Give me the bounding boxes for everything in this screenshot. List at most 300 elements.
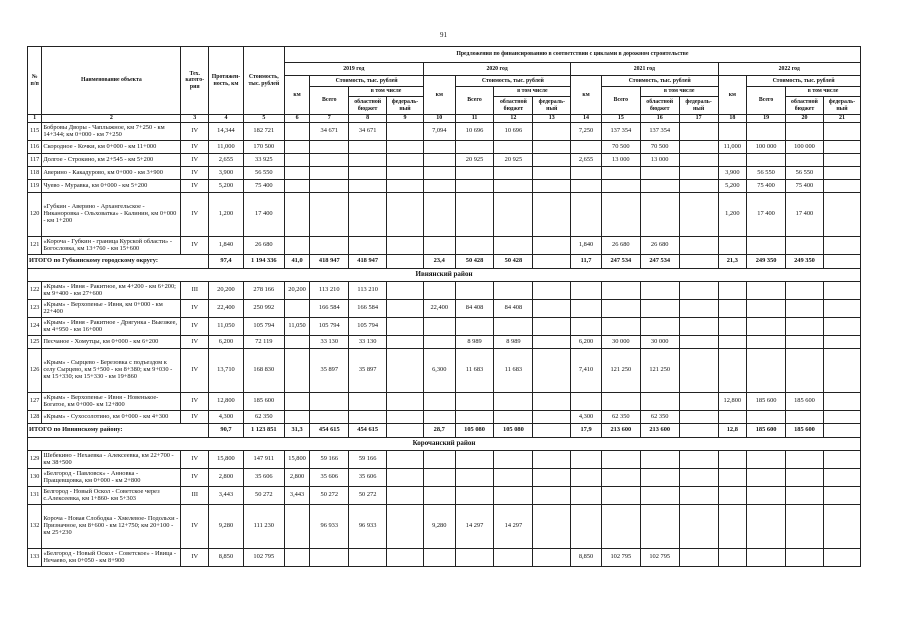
header-including: в том числе: [640, 87, 718, 97]
finance-cell: [823, 282, 860, 300]
finance-cell: 7,250: [571, 123, 602, 141]
finance-cell: [679, 469, 718, 487]
road-length: 5,200: [209, 180, 244, 193]
header-year-2019: 2019 год: [284, 63, 423, 76]
finance-cell: [786, 318, 824, 336]
finance-cell: [823, 487, 860, 505]
finance-cell: 34 671: [349, 123, 387, 141]
finance-cell: [823, 349, 860, 393]
finance-cell: [718, 411, 747, 424]
finance-cell: [423, 487, 455, 505]
finance-cell: 13 000: [601, 154, 640, 167]
finance-cell: [747, 237, 786, 255]
finance-cell: [601, 300, 640, 318]
object-cost: 72 119: [243, 336, 284, 349]
column-number: 5: [243, 115, 284, 123]
road-category: III: [181, 282, 209, 300]
finance-cell: 11,050: [284, 318, 310, 336]
finance-cell: [284, 393, 310, 411]
column-number: 9: [387, 115, 424, 123]
header-year-2022: 2022 год: [718, 63, 860, 76]
finance-cell: 13 000: [640, 154, 679, 167]
finance-cell: [747, 505, 786, 549]
finance-cell: [823, 411, 860, 424]
header-cost-thousand: Стоимость, тыс. рублей: [455, 76, 571, 87]
header-category: Тех. катего-рия: [181, 47, 209, 115]
table-row: [28, 469, 861, 487]
road-length: 12,800: [209, 393, 244, 411]
object-name: Скородное - Кочки, км 0+000 - км 11+000: [42, 141, 181, 154]
finance-cell: 11 683: [455, 349, 494, 393]
finance-cell: [455, 167, 494, 180]
finance-cell: [349, 411, 387, 424]
finance-cell: [601, 469, 640, 487]
finance-cell: [823, 180, 860, 193]
object-cost: 17 400: [243, 193, 284, 237]
finance-cell: [423, 237, 455, 255]
total-cost: 1 123 851: [243, 424, 284, 438]
object-name: Песчаное - Хомутцы, км 0+000 - км 6+200: [42, 336, 181, 349]
finance-cell: [455, 393, 494, 411]
header-total: Всего: [747, 87, 786, 115]
finance-cell: 6,200: [571, 336, 602, 349]
finance-cell: 20 925: [455, 154, 494, 167]
finance-cell: [533, 549, 571, 567]
total-cell: 454 615: [349, 424, 387, 438]
finance-cell: [823, 505, 860, 549]
finance-cell: [533, 393, 571, 411]
finance-cell: [310, 141, 349, 154]
finance-cell: [571, 300, 602, 318]
finance-cell: [423, 141, 455, 154]
finance-cell: [718, 300, 747, 318]
finance-cell: [387, 336, 424, 349]
object-cost: 147 911: [243, 451, 284, 469]
finance-cell: 20,200: [284, 282, 310, 300]
finance-cell: [747, 154, 786, 167]
row-number: 130: [28, 469, 42, 487]
finance-cell: 70 500: [601, 141, 640, 154]
finance-cell: [284, 154, 310, 167]
finance-cell: [284, 123, 310, 141]
road-category: IV: [181, 505, 209, 549]
finance-cell: [747, 123, 786, 141]
finance-cell: 96 933: [349, 505, 387, 549]
finance-cell: [786, 505, 824, 549]
finance-cell: [718, 123, 747, 141]
finance-cell: 102 795: [640, 549, 679, 567]
finance-cell: [786, 469, 824, 487]
total-cell: [387, 424, 424, 438]
finance-cell: [679, 505, 718, 549]
finance-cell: [387, 318, 424, 336]
road-length: 2,655: [209, 154, 244, 167]
finance-cell: 137 354: [640, 123, 679, 141]
finance-cell: [423, 393, 455, 411]
total-cell: 21,3: [718, 255, 747, 269]
finance-cell: [640, 469, 679, 487]
header-federal: федераль-ный: [823, 97, 860, 115]
finance-cell: 105 794: [349, 318, 387, 336]
district-name: Корочанский район: [28, 438, 861, 451]
row-number: 124: [28, 318, 42, 336]
row-number: 123: [28, 300, 42, 318]
finance-cell: [533, 237, 571, 255]
object-name: «Короча - Губкин - граница Курской области» - Богословка, км 13+760 - км 15+600: [42, 237, 181, 255]
finance-cell: [679, 154, 718, 167]
table-row: [28, 318, 861, 336]
object-name: Белгород - Новый Оскол - Советское через с.Алексеевка, км 1+860- км 5+303: [42, 487, 181, 505]
road-length: 11,000: [209, 141, 244, 154]
column-number-row: [28, 115, 861, 123]
table-row: [28, 393, 861, 411]
finance-cell: [387, 393, 424, 411]
finance-cell: 2,655: [571, 154, 602, 167]
column-number: 6: [284, 115, 310, 123]
finance-cell: 113 210: [310, 282, 349, 300]
row-number: 118: [28, 167, 42, 180]
finance-cell: [571, 487, 602, 505]
finance-cell: [494, 180, 533, 193]
finance-cell: 56 550: [786, 167, 824, 180]
row-number: 116: [28, 141, 42, 154]
road-length: 2,800: [209, 469, 244, 487]
object-name: «Белгород - Павловск» - Анновка - Пращевщовка, км 0+000 - км 2+800: [42, 469, 181, 487]
header-cost-thousand: Стоимость, тыс. рублей: [747, 76, 861, 87]
header-total: Всего: [455, 87, 494, 115]
finance-cell: [349, 237, 387, 255]
finance-cell: [679, 300, 718, 318]
road-length: 3,900: [209, 167, 244, 180]
finance-cell: [494, 411, 533, 424]
road-category: IV: [181, 123, 209, 141]
total-cell: 185 600: [786, 424, 824, 438]
total-cell: [387, 255, 424, 269]
finance-cell: 3,443: [284, 487, 310, 505]
total-cell: 105 080: [494, 424, 533, 438]
finance-cell: 62 350: [640, 411, 679, 424]
column-number: 12: [494, 115, 533, 123]
column-number: 21: [823, 115, 860, 123]
object-name: «Крым» - Сухосолотино, км 0+000 - км 4+300: [42, 411, 181, 424]
finance-cell: [747, 300, 786, 318]
finance-cell: [387, 141, 424, 154]
column-number: 3: [181, 115, 209, 123]
finance-cell: [823, 393, 860, 411]
header-no: № п/п: [28, 47, 42, 115]
total-cell: 12,8: [718, 424, 747, 438]
finance-cell: [387, 237, 424, 255]
table-row: [28, 237, 861, 255]
finance-cell: [786, 349, 824, 393]
total-length: 97,4: [209, 255, 244, 269]
finance-cell: [423, 193, 455, 237]
header-cost-thousand: Стоимость, тыс. рублей: [601, 76, 718, 87]
finance-cell: 35 606: [349, 469, 387, 487]
object-name: Чуево - Муравка, км 0+000 - км 5+200: [42, 180, 181, 193]
finance-cell: [718, 349, 747, 393]
road-category: IV: [181, 469, 209, 487]
finance-cell: 59 166: [310, 451, 349, 469]
finance-cell: [679, 167, 718, 180]
finance-cell: [494, 393, 533, 411]
finance-cell: [284, 300, 310, 318]
finance-cell: [533, 282, 571, 300]
object-name: Бобровы Дворы - Чаплыжное, км 7+250 - км 14+344; км 0+000 - км 7+250: [42, 123, 181, 141]
table-row: [28, 549, 861, 567]
finance-cell: [284, 193, 310, 237]
finance-cell: [786, 451, 824, 469]
road-category: IV: [181, 336, 209, 349]
finance-cell: [571, 167, 602, 180]
road-category: IV: [181, 318, 209, 336]
finance-cell: 50 272: [310, 487, 349, 505]
finance-cell: [387, 300, 424, 318]
road-length: 15,800: [209, 451, 244, 469]
header-federal: федераль-ный: [387, 97, 424, 115]
finance-cell: [679, 282, 718, 300]
finance-cell: [679, 451, 718, 469]
finance-cell: [310, 167, 349, 180]
column-number: 20: [786, 115, 824, 123]
table-row: [28, 505, 861, 549]
object-cost: 278 166: [243, 282, 284, 300]
finance-cell: [786, 154, 824, 167]
finance-cell: [747, 469, 786, 487]
object-name: «Белгород - Новый Оскол - Советское» - Ивица - Нечаево, км 0+050 - км 8+900: [42, 549, 181, 567]
object-cost: 111 230: [243, 505, 284, 549]
road-length: 9,280: [209, 505, 244, 549]
column-number: 11: [455, 115, 494, 123]
finance-cell: 11,000: [718, 141, 747, 154]
finance-cell: [601, 193, 640, 237]
object-cost: 56 550: [243, 167, 284, 180]
column-number: 18: [718, 115, 747, 123]
finance-cell: [601, 393, 640, 411]
column-number: 14: [571, 115, 602, 123]
road-category: IV: [181, 180, 209, 193]
finance-cell: 14 297: [455, 505, 494, 549]
finance-cell: [571, 193, 602, 237]
finance-cell: 12,800: [718, 393, 747, 411]
finance-cell: 10 696: [455, 123, 494, 141]
table-row: [28, 282, 861, 300]
finance-cell: 6,300: [423, 349, 455, 393]
finance-cell: [349, 180, 387, 193]
table-row: [28, 167, 861, 180]
finance-cell: [387, 154, 424, 167]
object-name: Аверино - Какадурово, км 0+000 - км 3+900: [42, 167, 181, 180]
total-cell: 41,0: [284, 255, 310, 269]
finance-cell: [718, 487, 747, 505]
object-cost: 33 925: [243, 154, 284, 167]
total-label: ИТОГО по Губкинскому городскому округу:: [28, 255, 209, 269]
finance-cell: [786, 237, 824, 255]
table-row: [28, 411, 861, 424]
finance-cell: [387, 549, 424, 567]
finance-cell: [455, 193, 494, 237]
header-total: Всего: [601, 87, 640, 115]
total-row: [28, 424, 861, 438]
finance-cell: [718, 469, 747, 487]
object-cost: 105 794: [243, 318, 284, 336]
finance-cell: 33 130: [349, 336, 387, 349]
finance-cell: 1,840: [571, 237, 602, 255]
finance-cell: 2,800: [284, 469, 310, 487]
finance-cell: [533, 336, 571, 349]
finance-cell: [310, 193, 349, 237]
finance-cell: [640, 180, 679, 193]
header-including: в том числе: [349, 87, 424, 97]
finance-cell: 35 897: [349, 349, 387, 393]
finance-cell: 10 696: [494, 123, 533, 141]
finance-cell: [718, 505, 747, 549]
finance-cell: [571, 318, 602, 336]
finance-cell: [533, 141, 571, 154]
finance-cell: [533, 167, 571, 180]
total-cell: [679, 424, 718, 438]
finance-cell: [640, 393, 679, 411]
header-km: км: [284, 76, 310, 115]
finance-cell: [679, 411, 718, 424]
finance-cell: [494, 282, 533, 300]
finance-cell: [679, 349, 718, 393]
finance-cell: [387, 451, 424, 469]
finance-cell: 166 584: [310, 300, 349, 318]
table-row: [28, 193, 861, 237]
finance-cell: [349, 154, 387, 167]
finance-cell: [533, 154, 571, 167]
column-number: 2: [42, 115, 181, 123]
finance-cell: 75 400: [786, 180, 824, 193]
header-including: в том числе: [494, 87, 571, 97]
finance-cell: 20 925: [494, 154, 533, 167]
finance-cell: [423, 180, 455, 193]
finance-cell: 185 600: [786, 393, 824, 411]
object-name: «Крым» - Верхопенье - Ивня, км 0+000 - км 22+400: [42, 300, 181, 318]
finance-cell: [284, 180, 310, 193]
finance-cell: [494, 167, 533, 180]
finance-cell: [679, 393, 718, 411]
finance-cell: [786, 336, 824, 349]
total-cell: 249 350: [747, 255, 786, 269]
finance-cell: 17 400: [747, 193, 786, 237]
finance-cell: [747, 549, 786, 567]
object-cost: 102 795: [243, 549, 284, 567]
finance-cell: [423, 469, 455, 487]
header-cost-thousand: Стоимость, тыс. рублей: [310, 76, 424, 87]
object-cost: 250 992: [243, 300, 284, 318]
road-length: 1,840: [209, 237, 244, 255]
total-cell: 247 534: [601, 255, 640, 269]
finance-cell: [349, 393, 387, 411]
row-number: 126: [28, 349, 42, 393]
finance-cell: [533, 300, 571, 318]
financing-table: [27, 46, 861, 567]
road-length: 8,850: [209, 549, 244, 567]
finance-cell: [349, 167, 387, 180]
road-length: 6,200: [209, 336, 244, 349]
header-name: Наименование объекта: [42, 47, 181, 115]
finance-cell: [679, 336, 718, 349]
finance-cell: [823, 336, 860, 349]
object-name: «Крым» - Ивня - Ракитное - Дрягунка - Выезжее, км 4+950 - км 16+000: [42, 318, 181, 336]
finance-cell: 7,410: [571, 349, 602, 393]
table-row: [28, 154, 861, 167]
finance-cell: [387, 167, 424, 180]
finance-cell: [823, 141, 860, 154]
object-cost: 168 830: [243, 349, 284, 393]
finance-cell: [823, 193, 860, 237]
finance-cell: [533, 180, 571, 193]
finance-cell: 137 354: [601, 123, 640, 141]
finance-cell: [387, 505, 424, 549]
road-category: IV: [181, 451, 209, 469]
total-cell: 17,9: [571, 424, 602, 438]
finance-cell: [571, 451, 602, 469]
finance-cell: [533, 193, 571, 237]
finance-cell: 4,300: [571, 411, 602, 424]
finance-cell: [494, 141, 533, 154]
finance-cell: [494, 487, 533, 505]
total-cell: 50 428: [455, 255, 494, 269]
finance-cell: [718, 154, 747, 167]
finance-cell: [571, 469, 602, 487]
finance-cell: [571, 180, 602, 193]
finance-cell: [494, 451, 533, 469]
finance-cell: 59 166: [349, 451, 387, 469]
finance-cell: [387, 123, 424, 141]
finance-cell: [747, 318, 786, 336]
finance-cell: 113 210: [349, 282, 387, 300]
table-row: [28, 180, 861, 193]
finance-cell: [533, 123, 571, 141]
column-number: 10: [423, 115, 455, 123]
finance-cell: [823, 451, 860, 469]
object-name: «Крым» - Сырцево - Березовка с подъездом к селу Сырцево, км 5+500 - км 8+380; км 9+030 - км 15+330; км 15+330 - км 19+860: [42, 349, 181, 393]
finance-cell: [786, 411, 824, 424]
finance-cell: 35 897: [310, 349, 349, 393]
total-cell: 31,3: [284, 424, 310, 438]
finance-cell: [679, 549, 718, 567]
finance-cell: 50 272: [349, 487, 387, 505]
finance-cell: [533, 487, 571, 505]
finance-cell: [786, 123, 824, 141]
finance-cell: [640, 451, 679, 469]
finance-cell: [823, 300, 860, 318]
finance-cell: 8 989: [494, 336, 533, 349]
finance-cell: [455, 451, 494, 469]
finance-cell: [747, 282, 786, 300]
road-category: IV: [181, 349, 209, 393]
header-km: км: [423, 76, 455, 115]
finance-cell: 100 000: [786, 141, 824, 154]
column-number: 19: [747, 115, 786, 123]
finance-cell: [823, 549, 860, 567]
header-km: км: [718, 76, 747, 115]
table-row: [28, 336, 861, 349]
object-name: «Губкин - Аверино - Архангельское - Никаноровка - Ольховатка» - Калинин, км 0+000 - км 1+200: [42, 193, 181, 237]
finance-cell: [640, 193, 679, 237]
district-name: Ивнянский район: [28, 269, 861, 282]
total-label: ИТОГО по Ивнянскому району:: [28, 424, 209, 438]
road-category: IV: [181, 549, 209, 567]
column-number: 4: [209, 115, 244, 123]
header-year-2021: 2021 год: [571, 63, 718, 76]
finance-cell: [640, 282, 679, 300]
finance-cell: [823, 469, 860, 487]
finance-cell: [571, 393, 602, 411]
